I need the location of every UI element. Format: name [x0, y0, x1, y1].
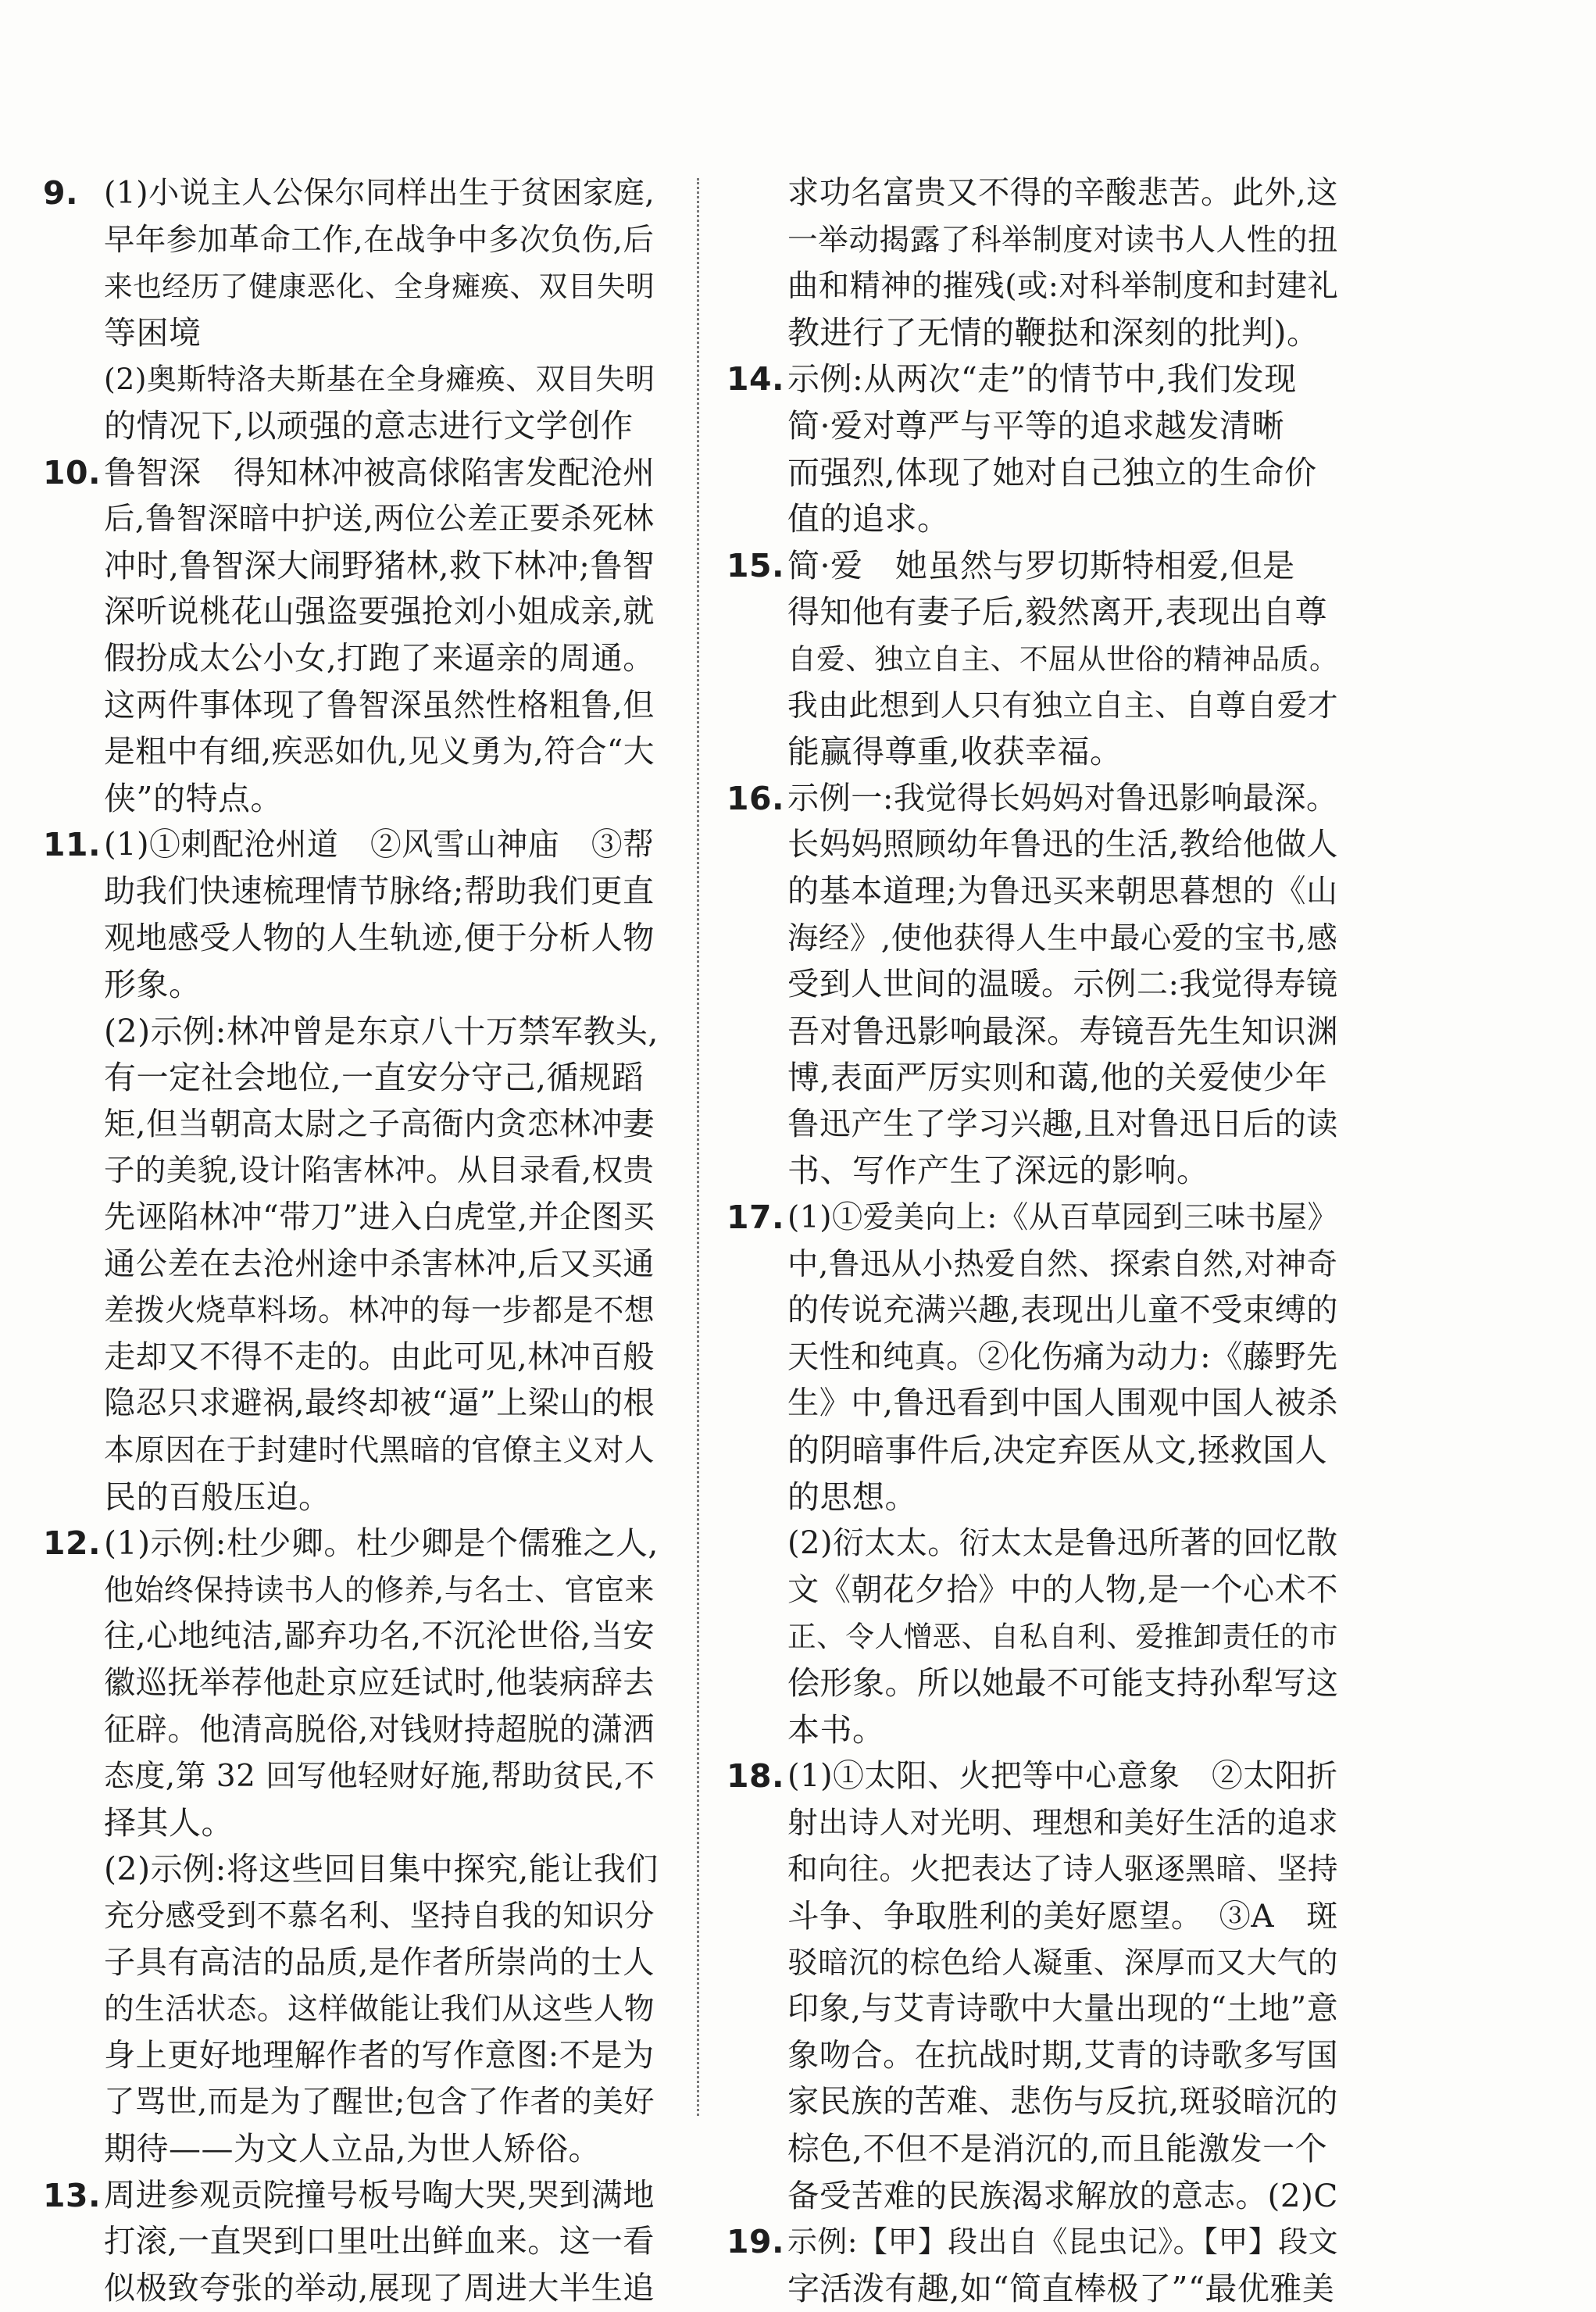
right-column — [727, 170, 1344, 2312]
answer-line: 周进参观贡院撞号板号啕大哭,哭到满地 — [104, 2177, 655, 2214]
question-number: 17. — [727, 1199, 785, 1237]
answer-line: 子具有高洁的品质,是作者所崇尚的士人 — [104, 1944, 655, 1981]
answer-line: (1)①爱美向上:《从百草园到三味书屋》 — [787, 1200, 1339, 1236]
answer-line: 简·爱对尊严与平等的追求越发清晰 — [787, 406, 1285, 445]
answer-line: 教进行了无情的鞭挞和深刻的批判)。 — [787, 313, 1319, 352]
answer-line: 驳暗沉的棕色给人凝重、深厚而又大气的 — [787, 1945, 1339, 1981]
answer-line: 斗争、争取胜利的美好愿望。 ③A 斑 — [787, 1896, 1338, 1935]
answer-line: 期待——为文人立品,为世人矫俗。 — [104, 2129, 602, 2167]
answer-line: 侠”的特点。 — [104, 779, 283, 817]
answer-line: 身上更好地理解作者的写作意图:不是为 — [104, 2037, 655, 2074]
answer-line: 往,心地纯洁,鄙弃功名,不沉沦世俗,当安 — [104, 1618, 655, 1655]
answer-line: 征辟。他清高脱俗,对钱财持超脱的潇洒 — [104, 1711, 655, 1748]
answer-line: 鲁智深 得知林冲被高俅陷害发配沧州 — [104, 453, 655, 491]
answer-line: 这两件事体现了鲁智深虽然性格粗鲁,但 — [104, 687, 655, 724]
answer-line: 的思想。 — [787, 1478, 917, 1516]
answer-line: 而强烈,体现了她对自己独立的生命价 — [787, 453, 1317, 491]
answer-line: 的传说充满兴趣,表现出儿童不受束缚的 — [787, 1292, 1338, 1329]
answer-line: 的生活状态。这样做能让我们从这些人物 — [104, 1992, 655, 2028]
answer-line: 充分感受到不慕名利、坚持自我的知识分 — [104, 1898, 655, 1934]
answer-line: 择其人。 — [104, 1803, 234, 1842]
answer-line: 天性和纯真。②化伤痛为动力:《藤野先 — [787, 1338, 1338, 1375]
answer-item — [727, 170, 1344, 356]
answer-line: 象吻合。在抗战时期,艾青的诗歌多写国 — [787, 2037, 1338, 2074]
answer-item — [43, 170, 660, 450]
answer-line: 早年参加革命工作,在战争中多次负伤,后 — [104, 221, 655, 258]
answer-line: 深听说桃花山强盗要强抢刘小姐成亲,就 — [104, 594, 655, 631]
question-number: 14. — [727, 360, 785, 398]
answer-line: 我由此想到人只有独立自主、自尊自爱才 — [787, 688, 1339, 724]
answer-item — [43, 1520, 660, 2172]
answer-line: 生》中,鲁迅看到中国人围观中国人被杀 — [787, 1385, 1338, 1422]
answer-line: 他始终保持读书人的修养,与名士、官宦来 — [104, 1572, 655, 1607]
left-column — [43, 170, 660, 2312]
answer-line: 正、令人憎恶、自私自利、爱推卸责任的市 — [787, 1620, 1339, 1654]
answer-line: 示例:从两次“走”的情节中,我们发现 — [787, 360, 1297, 398]
answer-item — [727, 2219, 1344, 2312]
answer-line: (1)①太阳、火把等中心意象 ②太阳折 — [787, 1758, 1338, 1795]
answer-line: 本原因在于封建时代黑暗的官僚主义对人 — [104, 1433, 655, 1469]
answer-line: 走却又不得不走的。由此可见,林冲百般 — [104, 1338, 655, 1375]
answer-line: 字活泼有趣,如“简直棒极了”“最优雅美 — [787, 2269, 1335, 2307]
answer-line: 中,鲁迅从小热爱自然、探索自然,对神奇 — [787, 1245, 1338, 1282]
answer-line: 的基本道理;为鲁迅买来朝思暮想的《山 — [787, 873, 1338, 909]
answer-line: (2)衍太太。衍太太是鲁迅所著的回忆散 — [787, 1525, 1338, 1562]
answer-line: 自爱、独立自主、不屈从世俗的精神品质。 — [787, 641, 1339, 676]
answer-line: 备受苦难的民族渴求解放的意志。(2)C — [787, 2176, 1338, 2214]
answer-line: 和向往。火把表达了诗人驱逐黑暗、坚持 — [787, 1852, 1339, 1888]
answer-line: 有一定社会地位,一直安分守己,循规蹈 — [104, 1059, 644, 1097]
answer-line: 态度,第 32 回写他轻财好施,帮助贫民,不 — [104, 1759, 655, 1795]
answer-item — [727, 1753, 1344, 2219]
answer-item — [727, 1195, 1344, 1753]
answer-line: 民的百般压迫。 — [104, 1478, 331, 1516]
answer-line: 子的美貌,设计陷害林冲。从目录看,权贵 — [104, 1152, 655, 1189]
answer-line: 射出诗人对光明、理想和美好生活的追求 — [787, 1805, 1339, 1841]
question-number: 12. — [43, 1524, 102, 1563]
answer-line: 通公差在去沧州途中杀害林冲,后又买通 — [104, 1245, 655, 1282]
answer-line: 长妈妈照顾幼年鲁迅的生活,教给他做人 — [787, 827, 1338, 863]
answer-line: 本书。 — [787, 1710, 885, 1749]
answer-item — [727, 356, 1344, 542]
question-number: 16. — [727, 779, 785, 817]
question-number: 13. — [43, 2176, 102, 2214]
answer-line: 的阴暗事件后,决定弃医从文,拯救国人 — [787, 1431, 1328, 1470]
question-number: 15. — [727, 546, 785, 584]
answer-line: 等困境 — [104, 313, 202, 352]
answer-line: 矩,但当朝高太尉之子高衙内贪恋林冲妻 — [104, 1106, 655, 1142]
answer-line: 求功名富贵又不得的辛酸悲苦。此外,这 — [787, 175, 1338, 211]
answer-line: 海经》,使他获得人生中最心爱的宝书,感 — [787, 920, 1338, 956]
answer-line: 吾对鲁迅影响最深。寿镜吾先生知识渊 — [787, 1012, 1339, 1050]
answer-line: 来也经历了健康恶化、全身瘫痪、双目失明 — [104, 270, 655, 304]
question-number: 9. — [43, 174, 79, 212]
answer-line: 是粗中有细,疾恶如仇,见义勇为,符合“大 — [104, 734, 655, 770]
answer-line: 隐忍只求避祸,最终却被“逼”上梁山的根 — [104, 1385, 655, 1422]
answer-line: 博,表面严厉实则和蔼,他的关爱使少年 — [787, 1059, 1328, 1097]
answer-line: 棕色,不但不是消沉的,而且能激发一个 — [787, 2129, 1328, 2167]
answer-line: 打滚,一直哭到口里吐出鲜血来。这一看 — [104, 2224, 655, 2260]
answer-line: 了骂世,而是为了醒世;包含了作者的美好 — [104, 2084, 655, 2121]
answer-line: 助我们快速梳理情节脉络;帮助我们更直 — [104, 873, 655, 909]
answer-item — [43, 450, 660, 823]
answer-line: (2)奥斯特洛夫斯基在全身瘫痪、双目失明 — [104, 362, 655, 397]
answer-item — [727, 776, 1344, 1195]
answer-line: 形象。 — [104, 966, 202, 1004]
answer-line: 示例一:我觉得长妈妈对鲁迅影响最深。 — [787, 780, 1338, 817]
answer-line: 家民族的苦难、悲伤与反抗,斑驳暗沉的 — [787, 2084, 1338, 2121]
answer-line: 先诬陷林冲“带刀”进入白虎堂,并企图买 — [104, 1199, 655, 1236]
answer-item — [727, 543, 1344, 776]
answer-line: 值的追求。 — [787, 500, 950, 538]
question-number: 11. — [43, 826, 102, 864]
answer-line: 曲和精神的摧残(或:对科举制度和封建礼 — [787, 269, 1339, 305]
answer-item — [43, 822, 660, 1520]
answer-line: 受到人世间的温暖。示例二:我觉得寿镜 — [787, 967, 1338, 1003]
answer-line: 徽巡抚举荐他赴京应廷试时,他装病辞去 — [104, 1665, 655, 1701]
answer-line: 的情况下,以顽强的意志进行文学创作 — [104, 406, 634, 445]
answer-line: 侩形象。所以她最不可能支持孙犁写这 — [787, 1664, 1339, 1702]
answer-item — [43, 2173, 660, 2312]
answer-line: (1)小说主人公保尔同样出生于贫困家庭, — [104, 176, 655, 211]
column-divider — [697, 178, 699, 2116]
answer-line: 差拨火烧草料场。林冲的每一步都是不想 — [104, 1293, 655, 1329]
question-number: 18. — [727, 1757, 785, 1796]
answer-line: (2)示例:林冲曾是东京八十万禁军教头, — [104, 1012, 659, 1050]
question-number: 10. — [43, 453, 102, 491]
answer-line: 冲时,鲁智深大闹野猪林,救下林冲;鲁智 — [104, 546, 655, 584]
answer-line: 一举动揭露了科举制度对读书人人性的扭 — [787, 222, 1339, 258]
answer-line: 后,鲁智深暗中护送,两位公差正要杀死林 — [104, 501, 655, 538]
answer-line: 假扮成太公小女,打跑了来逼亲的周通。 — [104, 640, 655, 677]
answer-line: 鲁迅产生了学习兴趣,且对鲁迅日后的读 — [787, 1106, 1338, 1142]
answer-line: 示例:【甲】段出自《昆虫记》。【甲】段文 — [787, 2224, 1339, 2260]
answer-line: 得知他有妻子后,毅然离开,表现出自尊 — [787, 593, 1328, 631]
answer-line: (2)示例:将这些回目集中探究,能让我们 — [104, 1850, 659, 1889]
answer-line: (1)①刺配沧州道 ②风雪山神庙 ③帮 — [104, 827, 655, 863]
answer-line: 观地感受人物的人生轨迹,便于分析人物 — [104, 920, 655, 956]
question-number: 19. — [727, 2223, 785, 2261]
answer-line: 印象,与艾青诗歌中大量出现的“土地”意 — [787, 1991, 1339, 2028]
answer-line: 简·爱 她虽然与罗切斯特相爱,但是 — [787, 546, 1295, 584]
answer-line: 能赢得尊重,收获幸福。 — [787, 733, 1123, 771]
answer-line: 似极致夸张的举动,展现了周进大半生追 — [104, 2270, 655, 2307]
answer-line: (1)示例:杜少卿。杜少卿是个儒雅之人, — [104, 1524, 659, 1563]
answer-line: 书、写作产生了深远的影响。 — [787, 1152, 1209, 1190]
answer-line: 文《朝花夕拾》中的人物,是一个心术不 — [787, 1571, 1338, 1608]
